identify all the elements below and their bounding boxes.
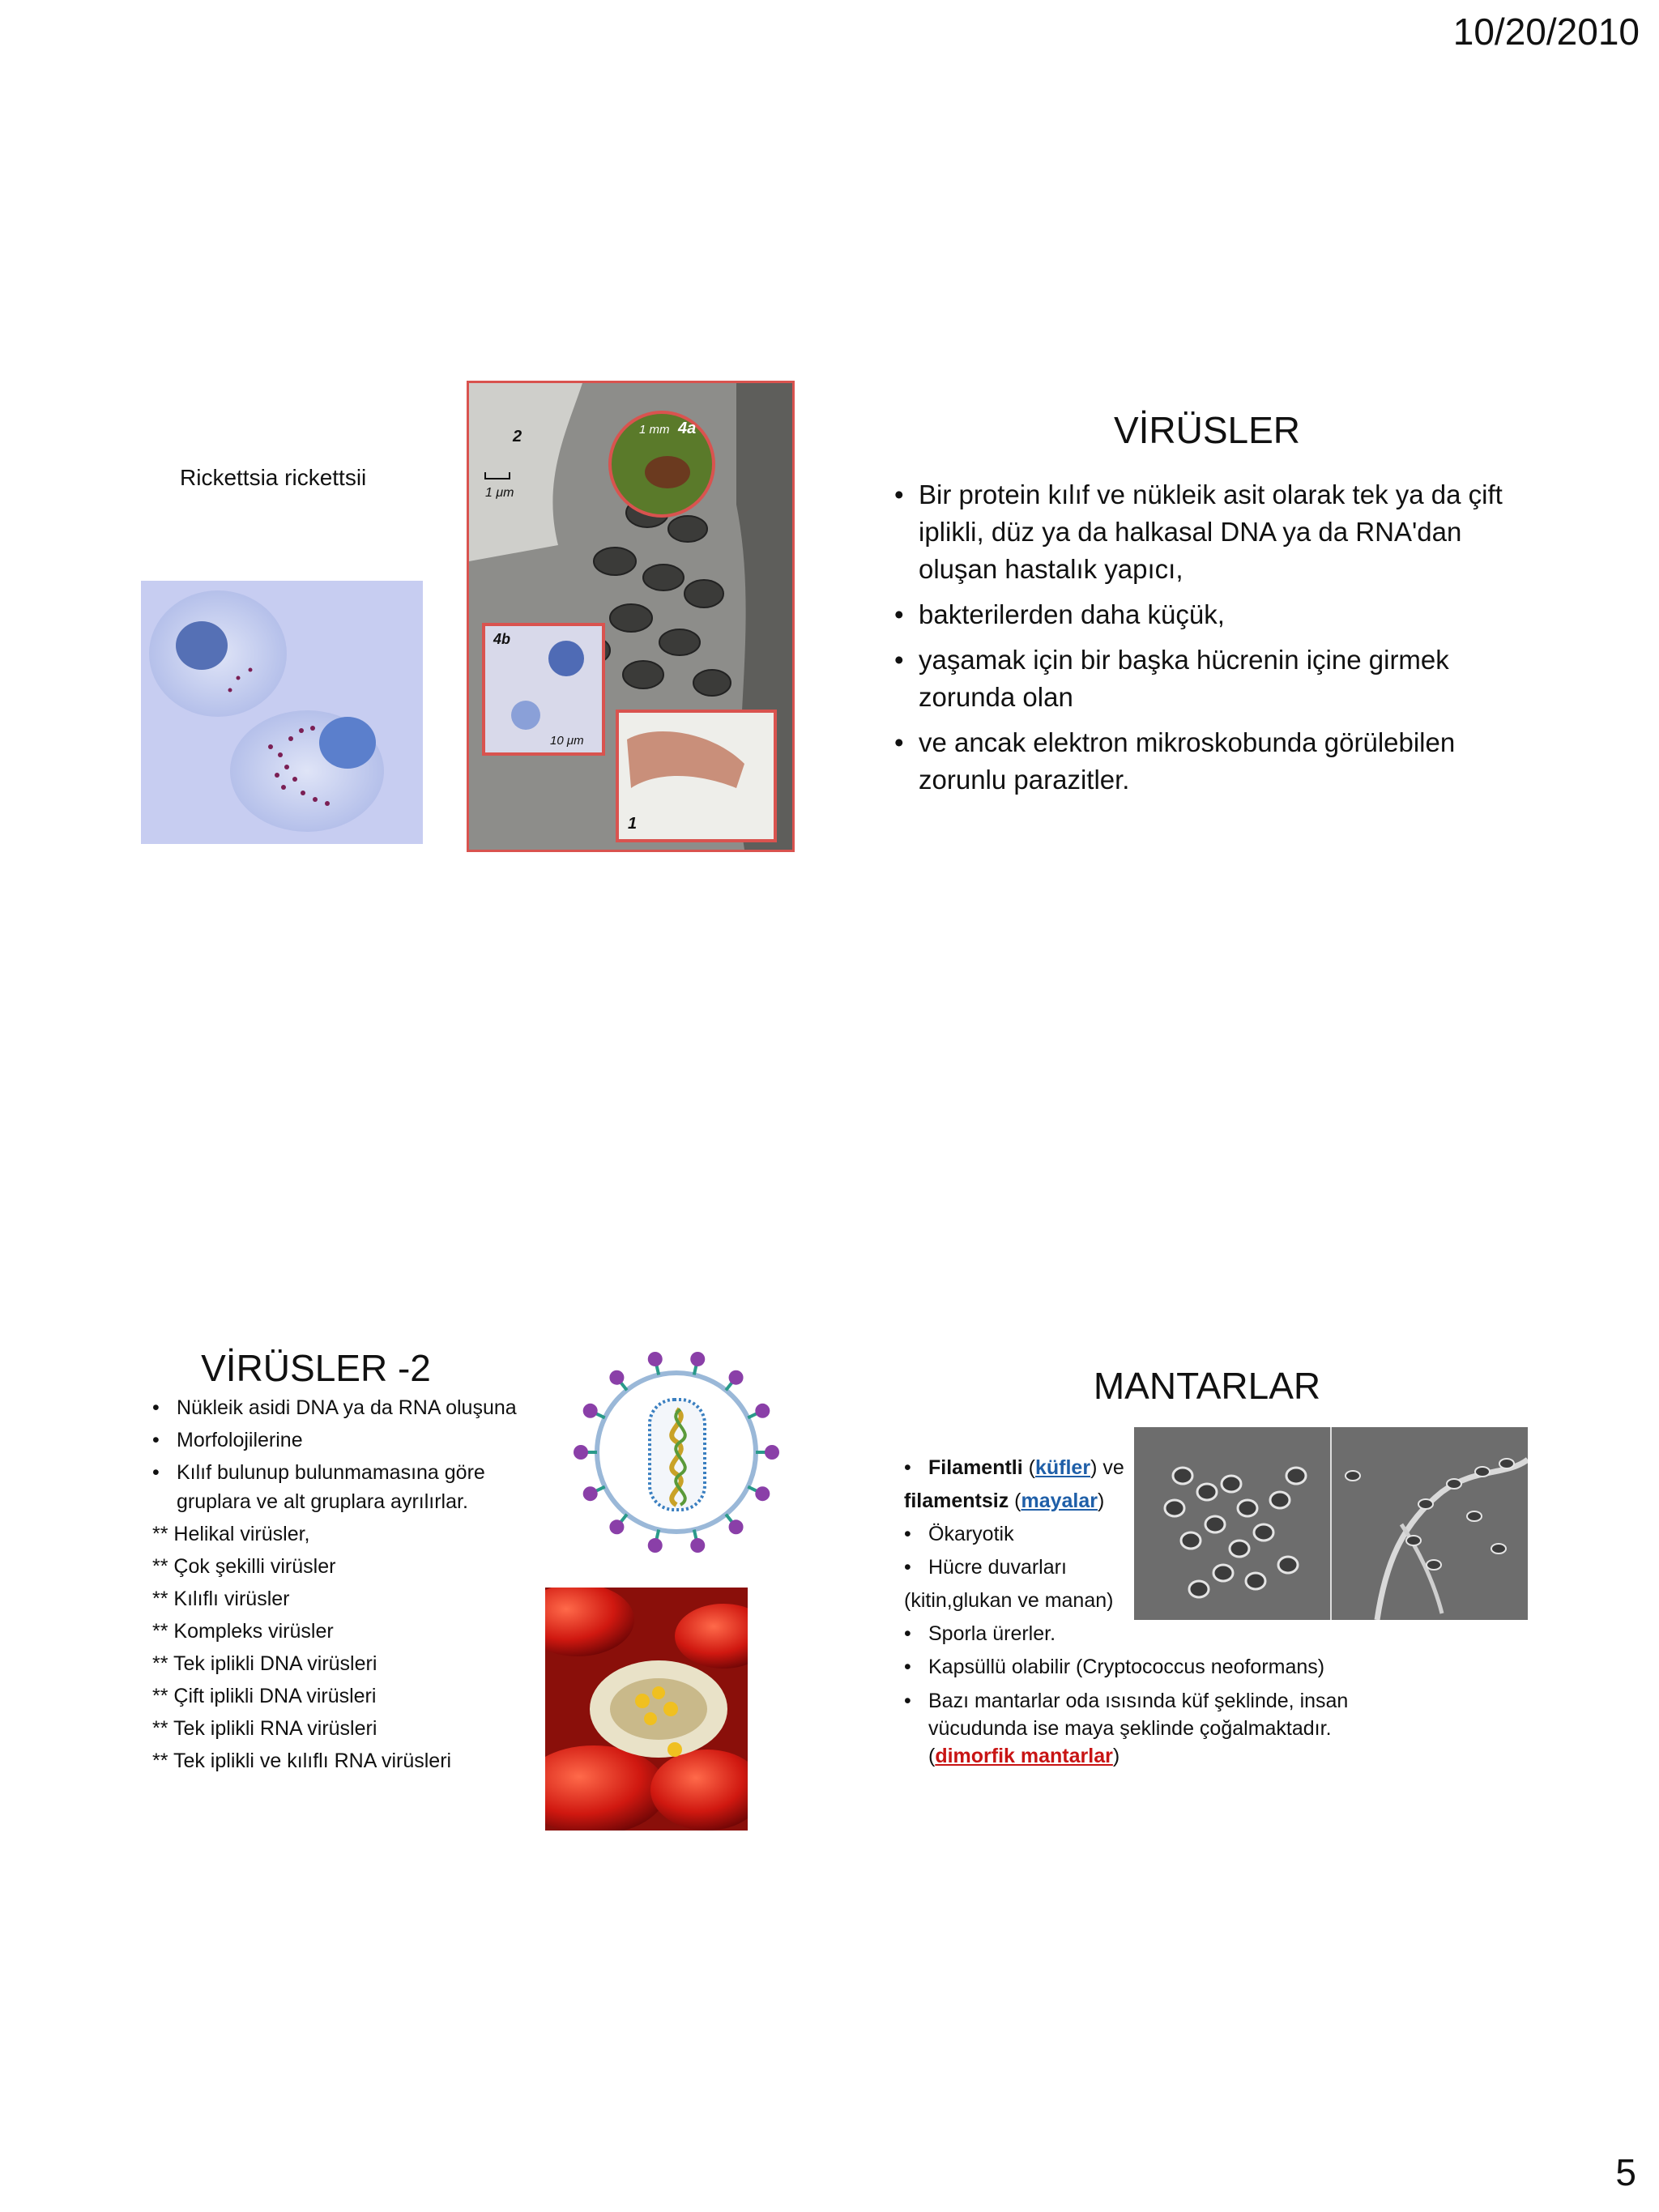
spore	[1491, 1544, 1506, 1554]
text-filamentsiz: filamentsiz	[904, 1490, 1009, 1512]
mantarlar-list	[904, 1451, 1390, 1770]
list-item: ** Tek iplikli DNA virüsleri	[152, 1652, 377, 1675]
list-item: ** Tek iplikli RNA virüsleri	[152, 1717, 377, 1740]
slide-title-mantarlar: MANTARLAR	[1093, 1365, 1321, 1407]
list-item: • Filamentli (küfler) ve	[904, 1451, 1390, 1485]
rickettsia-caption: Rickettsia rickettsii	[180, 465, 367, 490]
scale-label-1um: 1 μm	[485, 486, 514, 500]
list-item: ** Kılıflı virüsler	[152, 1588, 290, 1610]
link-mayalar[interactable]: mayalar	[1021, 1490, 1098, 1512]
spore	[1418, 1499, 1433, 1509]
fig-label-2: 2	[513, 428, 522, 445]
spike-head	[574, 1445, 588, 1460]
list-item: • Nükleik asidi DNA ya da RNA oluşuna	[152, 1393, 525, 1422]
spike-head	[609, 1370, 624, 1385]
slide-title-virusler-2: VİRÜSLER -2	[201, 1347, 431, 1389]
list-item: • yaşamak için bir başka hücrenin içine girmek zorunda olan	[894, 641, 1510, 716]
list-item: • Kapsüllü olabilir (Cryptococcus neoformans)	[904, 1651, 1390, 1684]
list-item: • Kılıf bulunup bulunmamasına göre gruplara ve alt gruplara ayrılırlar.	[152, 1458, 525, 1516]
virus-structure-diagram	[559, 1351, 794, 1563]
spike-head	[648, 1538, 663, 1553]
spike-head	[755, 1404, 770, 1418]
fig-label-4b: 4b	[493, 631, 511, 647]
spike-head	[648, 1352, 663, 1366]
page-number: 5	[1615, 2151, 1636, 2193]
spike-head	[583, 1486, 598, 1501]
rickettsia-composite-figure	[467, 381, 795, 852]
link-dimorfik-mantarlar[interactable]: dimorfik mantarlar	[935, 1745, 1113, 1767]
slide-title-virusler: VİRÜSLER	[1113, 409, 1301, 451]
virusler-2-list	[152, 1393, 525, 1779]
text-ve: ve	[1102, 1456, 1124, 1479]
list-item: • Sporla ürerler.	[904, 1617, 1390, 1651]
list-item: ** Kompleks virüsler	[152, 1620, 334, 1643]
spore	[1467, 1511, 1482, 1521]
header-date: 10/20/2010	[1452, 11, 1640, 53]
text-filamentli: Filamentli	[928, 1456, 1023, 1479]
list-item: • Hücre duvarları	[904, 1551, 1390, 1584]
spike-head	[609, 1519, 624, 1534]
spike-head	[765, 1445, 779, 1460]
list-item: • Morfolojilerine	[152, 1426, 525, 1455]
spike-head	[690, 1352, 705, 1366]
list-item: ** Çift iplikli DNA virüsleri	[152, 1685, 377, 1707]
spore	[1427, 1560, 1441, 1570]
list-item: • Ökaryotik	[904, 1518, 1390, 1551]
list-item: • ve ancak elektron mikroskobunda görülebilen zorunlu parazitler.	[894, 724, 1510, 799]
list-item: • Bir protein kılıf ve nükleik asit olarak tek ya da çift iplikli, düz ya da halkasal DNA ya da RNA'dan oluşan hastalık yapıcı,	[894, 476, 1510, 588]
fig-label-1: 1	[628, 815, 638, 833]
text-dimorf: Bazı mantarlar oda ısısında küf şeklinde, insan vücudunda ise maya şeklinde çoğalmaktadır.	[928, 1690, 1349, 1740]
spore	[1475, 1467, 1490, 1477]
spore	[1447, 1479, 1461, 1489]
list-item: ** Helikal virüsler,	[152, 1523, 310, 1545]
spike-head	[729, 1519, 744, 1534]
link-kufler[interactable]: küfler	[1034, 1456, 1091, 1479]
list-item: • Bazı mantarlar oda ısısında küf şeklinde, insan vücudunda ise maya şeklinde çoğalmaktadır. (dimorfik mantarlar)	[904, 1687, 1390, 1770]
spike-head	[729, 1370, 744, 1385]
rickettsia-stain-photo	[141, 581, 423, 844]
spike-head	[690, 1538, 705, 1553]
virusler-bullets	[894, 476, 1510, 807]
scale-label-1mm: 1 mm	[639, 423, 670, 437]
list-item: • bakterilerden daha küçük,	[894, 596, 1510, 633]
spike-head	[583, 1404, 598, 1418]
spore	[1406, 1536, 1421, 1545]
list-item: (kitin,glukan ve manan)	[904, 1589, 1114, 1612]
red-blood-cells-photo	[545, 1588, 748, 1831]
scale-label-10um: 10 μm	[550, 734, 584, 748]
list-item: ** Çok şekilli virüsler	[152, 1555, 336, 1578]
spike-head	[755, 1486, 770, 1501]
fig-label-4a: 4a	[678, 420, 697, 437]
list-item: ** Tek iplikli ve kılıflı RNA virüsleri	[152, 1750, 452, 1772]
spore	[1499, 1459, 1514, 1468]
list-item: filamentsiz (mayalar)	[904, 1490, 1105, 1512]
